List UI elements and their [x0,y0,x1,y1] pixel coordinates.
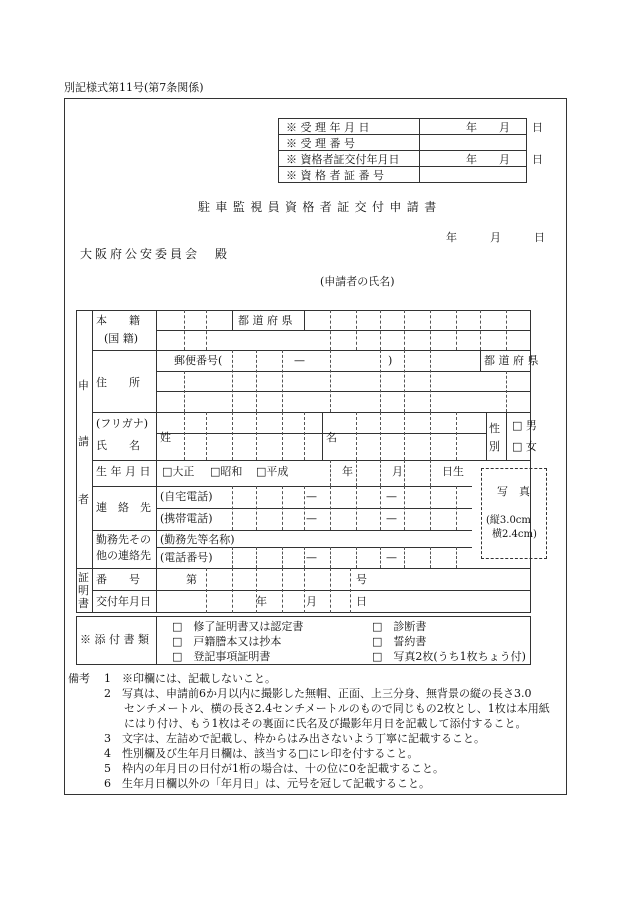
note-2-cont-1: センチメートル、横の長さ2.4センチメートルのもので同じもの2枚とし、1枚は本用紙 [124,702,550,715]
honseki-label: 本 籍 [96,314,140,327]
photo-title: 写 真 [497,485,530,498]
attachments-label: ※ 添 付 書 類 [80,633,149,646]
other-contact-label-2: 他の連絡先 [96,549,151,562]
home-tel-label: (自宅電話) [160,490,213,503]
era-showa-checkbox[interactable]: □昭和 [210,465,243,478]
birth-year: 年 [342,465,353,478]
birth-day: 日生 [442,465,464,478]
cert-day: 日 [356,595,367,608]
note-2: 2 写真は、申請前6か月以内に撮影した無帽、正面、上三分身、無背景の縦の長さ3.0 [104,687,532,700]
cert-month: 月 [306,595,317,608]
home-tel-dash-1: — [306,490,317,503]
honseki-todofuken: 都 道 府 県 [238,314,293,327]
mobile-tel-label: (携帯電話) [160,512,213,525]
cert-side-3: 書 [78,597,89,610]
reception-date-label: ※ 受 理 年 月 日 [286,121,370,134]
mobile-tel-dash-1: — [306,512,317,525]
note-2-cont-2: にはり付け、もう1枚はその裏面に氏名及び撮影年月日を記載して添付すること。 [124,717,527,730]
license-number-label: ※ 資 格 者 証 番 号 [286,169,384,182]
cert-side-1: 証 [78,571,89,584]
postal-label: 郵便番号( [174,354,223,367]
note-5: 5 枠内の年月日の日付が1桁の場合は、十の位に0を記載すること。 [104,762,444,775]
tel-number-label: (電話番号) [160,551,213,564]
surname-label: 姓 [160,431,171,444]
era-heisei-checkbox[interactable]: □平成 [256,465,289,478]
birth-month: 月 [392,465,403,478]
attachment-6[interactable]: □ 写真2枚(うち1枚ちょう付) [372,650,526,663]
mobile-tel-dash-2: — [386,512,397,525]
attachment-2[interactable]: □ 戸籍謄本又は抄本 [172,635,282,648]
notes-label: 備考 [68,672,90,685]
furigana-label: (フリガナ) [96,417,149,430]
cert-go: 号 [356,573,367,586]
note-6: 6 生年月日欄以外の「年月日」は、元号を冠して記載すること。 [104,777,430,790]
addressee: 大阪府公安委員会 殿 [80,247,231,261]
address-todofuken: 都 道 府 県 [484,354,539,367]
form-id: 別記様式第11号(第7条関係) [64,81,204,94]
given-name-label: 名 [326,431,337,444]
postal-dash: — [294,354,305,367]
note-3: 3 文字は、左詰めで記載し、枠からはみ出さないよう丁寧に記載すること。 [104,732,485,745]
era-taisho-checkbox[interactable]: □大正 [162,465,195,478]
postal-close: ) [388,354,393,367]
cert-side-2: 明 [78,584,89,597]
cert-year: 年 [256,595,267,608]
page-title: 駐車監視員資格者証交付申請書 [198,200,442,214]
attachment-5[interactable]: □ 誓約書 [372,635,427,648]
reception-date-value[interactable]: 年 月 日 [466,121,543,134]
photo-size-2: 横2.4cm) [492,529,537,540]
other-tel-dash-1: — [306,551,317,564]
contact-label: 連 絡 先 [96,501,151,514]
issue-date-value[interactable]: 年 月 日 [466,153,543,166]
home-tel-dash-2: — [386,490,397,503]
cert-dai: 第 [186,573,197,586]
issue-date-label: ※ 資格者証交付年月日 [286,153,400,166]
other-contact-label-1: 勤務先その [96,533,151,546]
photo-box [481,468,547,559]
gender-female-checkbox[interactable]: □ 女 [512,440,537,453]
workplace-label: (勤務先等名称) [160,533,235,546]
address-label: 住 所 [96,376,140,389]
cert-date-label: 交付年月日 [96,595,151,608]
application-date[interactable]: 年 月 日 [446,231,545,244]
note-4: 4 性別欄及び生年月日欄は、該当する□にレ印を付すること。 [104,747,419,760]
other-tel-dash-2: — [386,551,397,564]
gender-label: 性別 [489,422,500,453]
name-label: 氏 名 [96,439,140,452]
photo-size-1: (縦3.0cm [486,515,531,526]
side-label-sha: 者 [78,493,89,506]
gender-male-checkbox[interactable]: □ 男 [512,419,537,432]
kokuseki-label: (国 籍) [104,332,139,345]
note-1: 1 ※印欄には、記載しないこと。 [104,672,276,685]
attachment-1[interactable]: □ 修了証明書又は認定書 [172,620,304,633]
side-label-sei: 請 [78,435,89,448]
reception-number-label: ※ 受 理 番 号 [286,137,355,150]
applicant-name-label: (申請者の氏名) [320,275,395,288]
side-label-shin: 申 [78,379,89,392]
birth-label: 生 年 月 日 [96,465,151,478]
attachment-3[interactable]: □ 登記事項証明書 [172,650,271,663]
attachment-4[interactable]: □ 診断書 [372,620,427,633]
cert-number-label: 番 号 [96,573,140,586]
